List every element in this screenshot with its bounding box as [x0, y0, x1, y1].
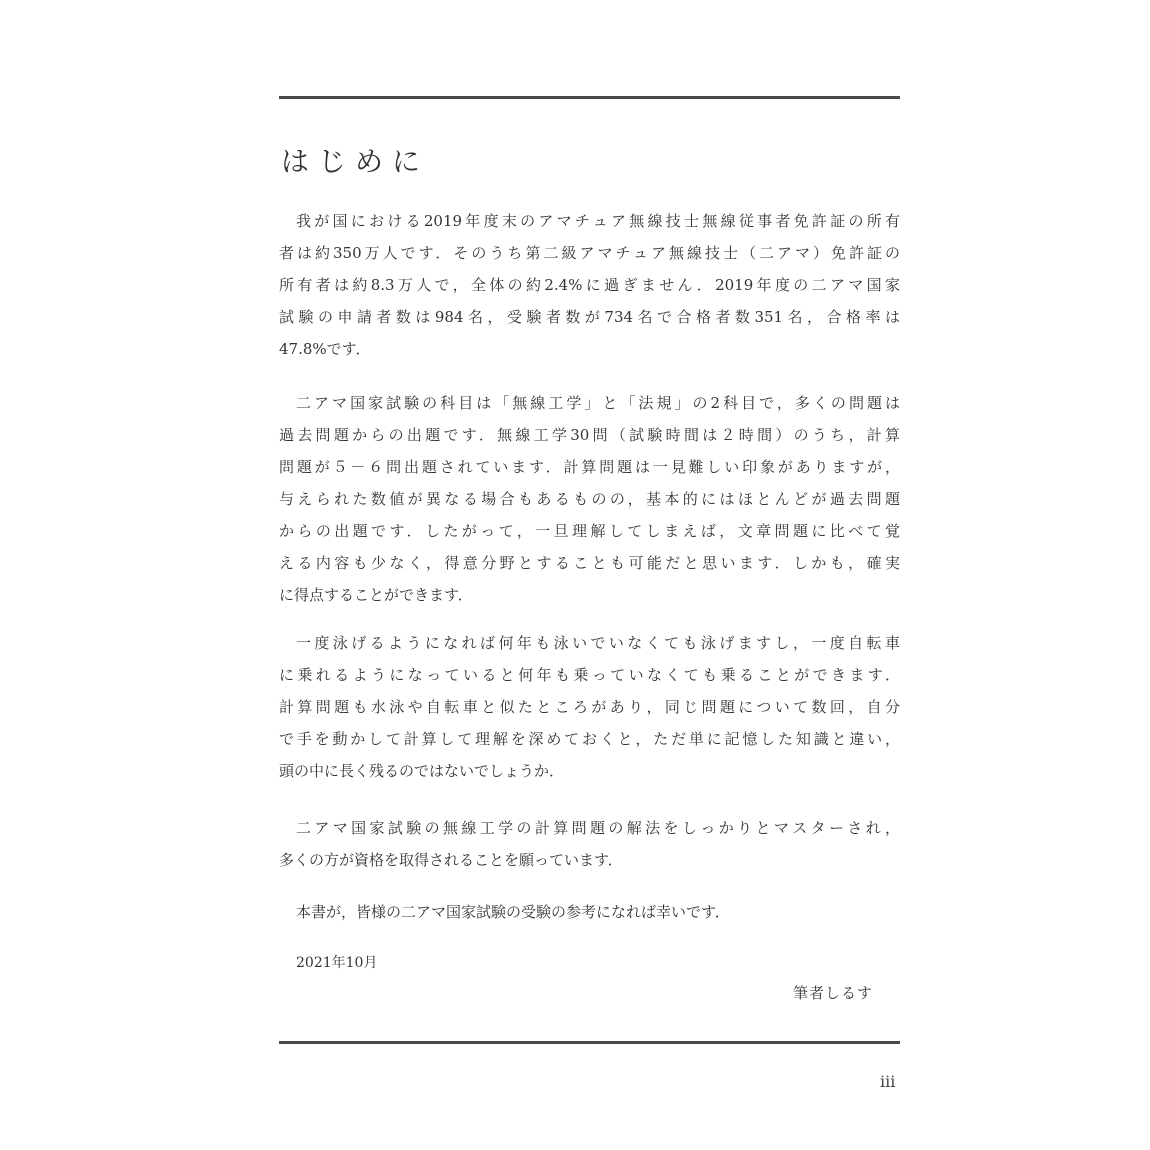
paragraph-line: 二アマ国家試験の科目は「無線工学」と「法規」の2科目で，多くの問題は: [296, 394, 900, 412]
paragraph-line: 所有者は約8.3万人で，全体の約2.4%に過ぎません．2019年度の二アマ国家: [279, 276, 900, 294]
paragraph-line: からの出題です．したがって，一旦理解してしまえば，文章問題に比べて覚: [279, 522, 900, 540]
paragraph-1: [279, 205, 900, 365]
author-signature: 筆者しるす: [793, 984, 874, 1002]
paragraph-line: 者は約350万人です．そのうち第二級アマチュア無線技士（二アマ）免許証の: [279, 244, 900, 262]
paragraph-line: える内容も少なく，得意分野とすることも可能だと思います．しかも，確実: [279, 554, 900, 572]
paragraph-line: 計算問題も水泳や自転車と似たところがあり，同じ問題について数回，自分: [279, 698, 900, 716]
paragraph-line: 47.8%です．: [279, 340, 371, 358]
paragraph-line: で手を動かして計算して理解を深めておくと，ただ単に記憶した知識と違い，: [279, 730, 900, 748]
paragraph-3: [279, 627, 900, 787]
paragraph-line: 試験の申請者数は984名，受験者数が734名で合格者数351名，合格率は: [279, 308, 900, 326]
paragraph-line: 一度泳げるようになれば何年も泳いでいなくても泳げますし，一度自転車: [296, 634, 900, 652]
closing-sentence: 本書が，皆様の二アマ国家試験の受験の参考になれば幸いです．: [296, 903, 730, 921]
bottom-rule: [279, 1041, 900, 1044]
paragraph-line: 頭の中に長く残るのではないでしょうか．: [279, 762, 565, 780]
paragraph-line: に乗れるようになっていると何年も乗っていなくても乗ることができます．: [279, 666, 900, 684]
paragraph-line: 与えられた数値が異なる場合もあるものの，基本的にはほとんどが過去問題: [279, 490, 900, 508]
paragraph-4: [279, 812, 900, 876]
page-number: iii: [880, 1072, 896, 1091]
page-heading: はじめに: [281, 145, 430, 178]
top-rule: [279, 96, 900, 99]
paragraph-2: [279, 387, 900, 611]
paragraph-line: 問題が５－６問出題されています．計算問題は一見難しい印象がありますが，: [279, 458, 900, 476]
signature-date: 2021年10月: [296, 955, 378, 971]
paragraph-line: 多くの方が資格を取得されることを願っています．: [279, 851, 623, 869]
paragraph-line: 過去問題からの出題です．無線工学30問（試験時間は２時間）のうち，計算: [279, 426, 900, 444]
paragraph-line: に得点することができます．: [279, 586, 473, 604]
paragraph-line: 我が国における2019年度末のアマチュア無線技士無線従事者免許証の所有: [296, 212, 900, 230]
paragraph-line: 二アマ国家試験の無線工学の計算問題の解法をしっかりとマスターされ，: [296, 819, 900, 837]
